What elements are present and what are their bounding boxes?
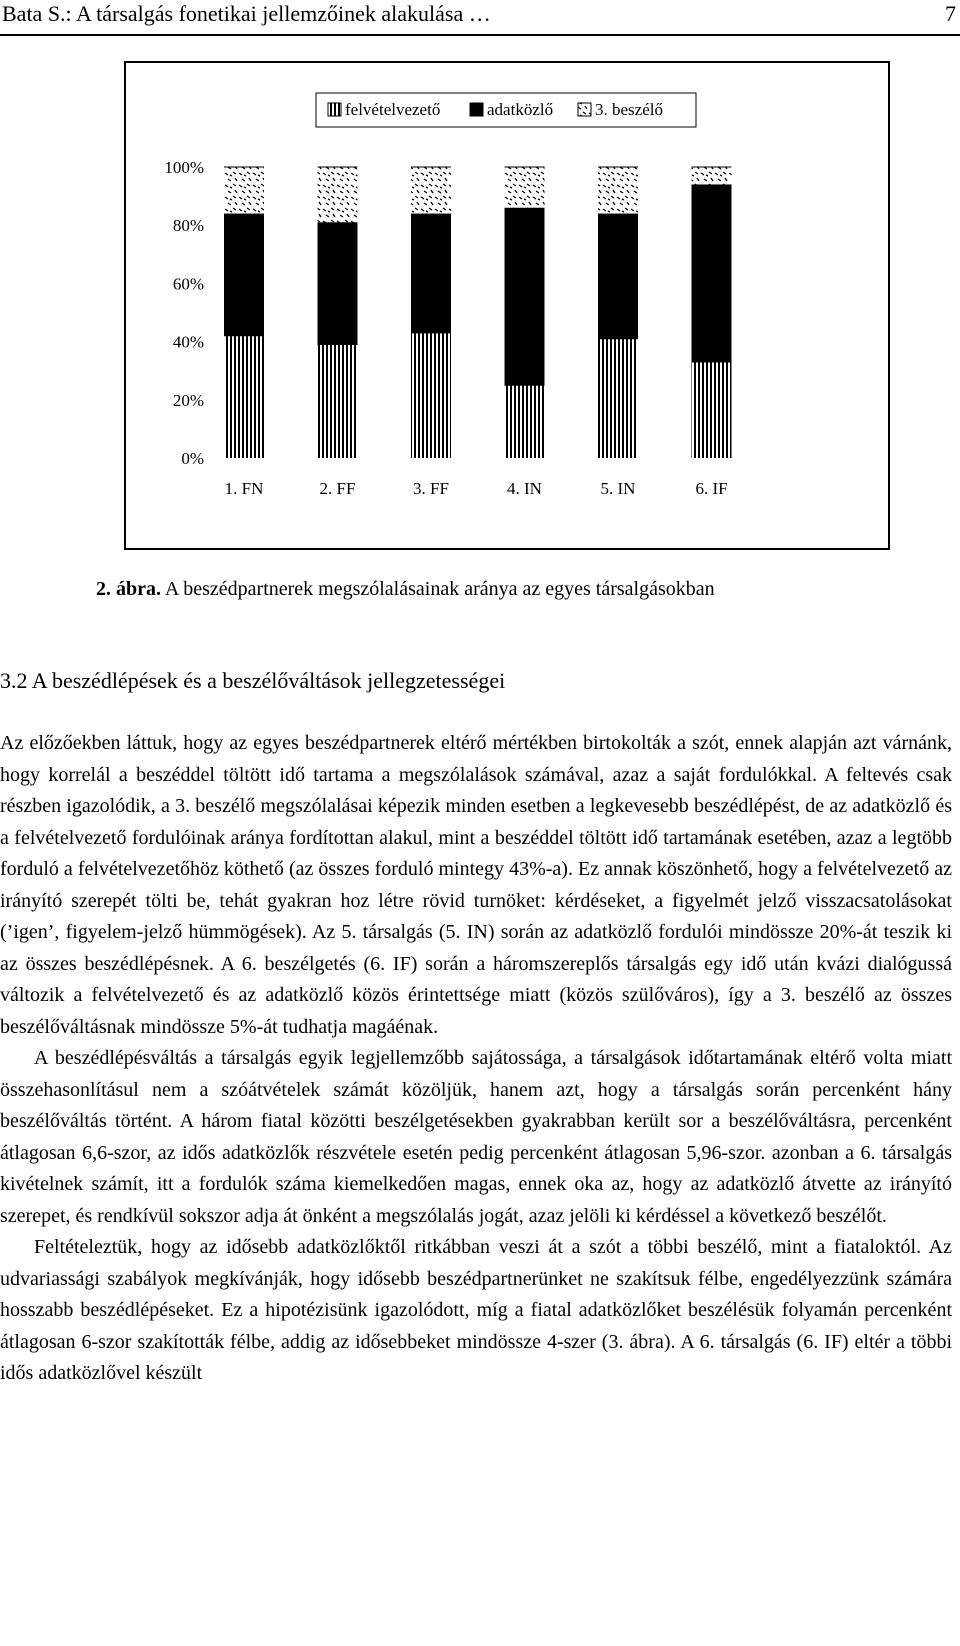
x-tick-label: 3. FF [413, 479, 449, 498]
bar-segment [318, 167, 358, 222]
chart-legend [316, 93, 696, 127]
bar-segment [598, 214, 638, 339]
bar-segment [224, 214, 264, 336]
header-title: Bata S.: A társalgás fonetikai jellemzőinek alakulása … [2, 1, 491, 26]
bar-segment [692, 167, 732, 184]
bar-segment [318, 222, 358, 344]
y-tick-label: 100% [164, 158, 204, 177]
x-tick-label: 4. IN [507, 479, 542, 498]
legend-label: 3. beszélő [595, 100, 663, 119]
bar-segment [505, 208, 545, 386]
figure-caption [96, 576, 715, 602]
bar-segment [598, 167, 638, 214]
running-header [0, 0, 960, 36]
y-axis [164, 158, 204, 468]
bar-segment [505, 385, 545, 458]
bars [224, 167, 732, 458]
paragraph-2: A beszédlépésváltás a társalgás egyik legjellemzőbb sajátossága, a társalgások időtartamának eltérő volta miatt összehasonlításul nem a szóátvételek számát közöljük, hanem azt, hogy a társalgás során percenként hány beszélőváltás történt. A három fiatal közötti beszélgetésekben gyakrabban került sor a beszélőváltásra, percenként átlagosan 6,6-szor, az idős adatközlők részvétele esetén pedig percenként átlagosan 5,96-szor. azonban a 6. társalgás kivételnek számít, itt a fordulók száma kiemelkedően magas, ennek oka az, hogy az adatközlő átvette az irányító szerepet, és rendkívül sokszor adja át önként a megszólalás jogát, azaz jelöli ki kérdéssel a következő beszélőt. [0, 1047, 952, 1227]
x-tick-label: 2. FF [319, 479, 356, 498]
bar-segment [224, 167, 264, 214]
section-title: 3.2 A beszédlépések és a beszélőváltások jellegzetességei [0, 668, 506, 693]
bar-segment [505, 167, 545, 208]
bar-segment [411, 333, 451, 458]
bar-segment [598, 339, 638, 458]
legend-label: felvételvezető [345, 100, 441, 119]
x-axis [225, 479, 728, 498]
caption-label: 2. ábra. [96, 578, 161, 600]
y-tick-label: 20% [172, 390, 204, 410]
x-tick-label: 6. IF [695, 479, 728, 498]
y-tick-label: 60% [172, 274, 204, 294]
x-tick-label: 1. FN [224, 479, 264, 498]
y-tick-label: 80% [172, 216, 204, 236]
y-tick-label: 40% [172, 332, 204, 352]
figure-2 [124, 61, 890, 550]
body-text [0, 728, 952, 1390]
bar-segment [692, 184, 732, 362]
bar-segment [692, 362, 732, 458]
caption-text: A beszédpartnerek megszólalásainak aránya az egyes társalgásokban [161, 578, 715, 600]
stacked-bar-chart [126, 63, 888, 548]
legend-swatch [578, 103, 591, 116]
bar-segment [411, 214, 451, 333]
legend-swatch [470, 103, 483, 116]
y-tick-label: 0% [181, 449, 204, 468]
x-tick-label: 5. IN [600, 479, 636, 498]
paragraph-1: Az előzőekben láttuk, hogy az egyes beszédpartnerek eltérő mértékben birtokolták a szót, ennek alapján azt várnánk, hogy korrelál a beszéddel töltött idő tartama a megszólalások számával, azaz a saját fordulókkal. A feltevés csak részben igazolódik, a 3. beszélő megszólalásai képezik minden esetben a legkevesebb beszédlépést, de az adatközlő és a felvételvezető fordulóinak aránya fordítottan alakul, mint a beszéddel töltött idő tartamának esetében, azaz a legtöbb forduló a felvételvezetőhöz köthető (az összes forduló mintegy 43%-a). Ez annak köszönhető, hogy a felvételvezető az irányító szerepét tölti be, tehát gyakran hoz létre rövid turnöket: kérdéseket, a figyelmét jelző visszacsatolásokat (’igen’, figyelem-jelző hümmögések). Az 5. társalgás (5. IN) során az adatközlő fordulói mindössze 20%-át teszik ki az összes beszédlépésnek. A 6. beszélgetés (6. IF) során a háromszereplős társalgás egy idő után kvázi dialógussá változik a felvételvezető és az adatközlő közös érintettsége miatt (közös szülőváros), így a 3. beszélő az összes beszélőváltásnak mindössze 5%-át tudhatja magáénak. [0, 732, 952, 1038]
bar-segment [318, 345, 358, 458]
page-number: 7 [945, 1, 956, 26]
bar-segment [411, 167, 451, 214]
legend-swatch [328, 103, 341, 116]
paragraph-3: Feltételeztük, hogy az idősebb adatközlőktől ritkábban veszi át a szót a többi beszélő, mint a fiataloktól. Az udvariassági szabályok megkívánják, hogy idősebb beszédpartnerünket ne szakítsuk félbe, engedélyezzünk számára hosszabb beszédlépéseket. Ez a hipotézisünk igazolódott, míg a fiatal adatközlőket beszélésük folyamán percenként átlagosan 6-szor szakították félbe, addig az idősebbeket mindössze 4-szer (3. ábra). A 6. társalgás (6. IF) eltér a többi idős adatközlővel készült [0, 1236, 952, 1384]
legend-label: adatközlő [487, 100, 554, 119]
bar-segment [224, 336, 264, 458]
